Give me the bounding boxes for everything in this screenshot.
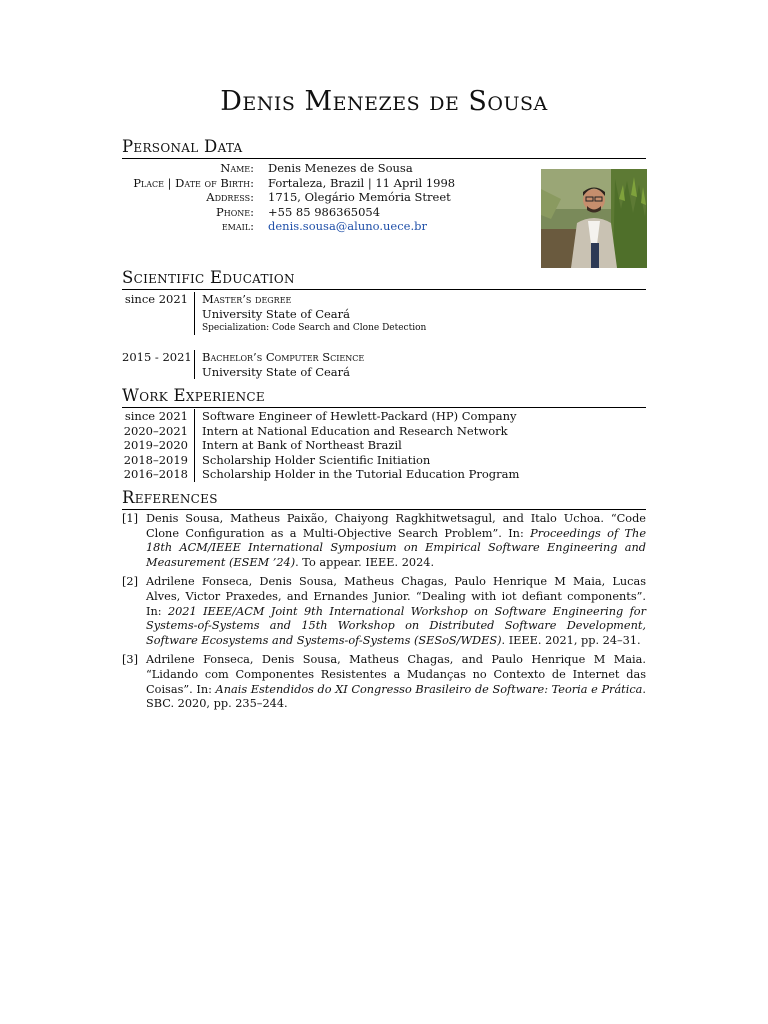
education-item-masters — [122, 292, 426, 335]
personal-data-table — [122, 161, 455, 234]
education-degree: Master’s degree — [202, 292, 292, 306]
education-details — [194, 292, 426, 335]
reference-text — [146, 653, 646, 711]
personal-row-name — [122, 161, 455, 176]
reference-text — [146, 512, 646, 570]
email-label: email: — [221, 219, 254, 234]
personal-row-address — [122, 190, 455, 205]
education-list-2 — [122, 350, 364, 379]
reference-authors-title: Adrilene Fonseca, Denis Sousa, Matheus Chagas, and Paulo Henrique M Maia. “Lidando com Componentes Resistentes a Mudanças no Contexto de Internet das Coisas”. In: — [146, 653, 646, 696]
education-details — [194, 350, 364, 379]
work-description: Intern at National Education and Research Network — [194, 424, 508, 439]
reference-publisher: . SBC. 2020, pp. 235–244. — [146, 682, 646, 711]
work-item — [122, 453, 519, 468]
email-link[interactable]: denis.sousa@aluno.uece.br — [268, 219, 427, 234]
address-value: 1715, Olegário Memória Street — [268, 190, 451, 205]
name-value: Denis Menezes de Sousa — [268, 161, 413, 175]
reference-authors-title: Adrilene Fonseca, Denis Sousa, Matheus Chagas, Paulo Henrique M Maia, Lucas Alves, Victor Praxedes, and Ernandes Junior. “Dealing with iot defiant components”. In: — [146, 575, 646, 618]
education-date: since 2021 — [124, 292, 188, 306]
work-date: 2018–2019 — [123, 452, 188, 467]
references-section — [122, 488, 647, 711]
education-heading: Scientific Education — [122, 268, 646, 290]
reference-item — [122, 653, 646, 711]
work-list — [122, 409, 519, 482]
education-section — [122, 268, 646, 383]
education-institution: University State of Ceará — [202, 364, 351, 379]
reference-item — [122, 575, 646, 648]
personal-row-birth — [122, 176, 455, 191]
profile-photo — [541, 169, 647, 268]
work-description: Scholarship Holder Scientific Initiation — [194, 453, 430, 468]
work-description: Scholarship Holder in the Tutorial Education Program — [194, 467, 519, 482]
work-date: since 2021 — [124, 409, 188, 423]
personal-row-phone — [122, 205, 455, 220]
education-date: 2015 - 2021 — [122, 350, 192, 364]
work-date: 2016–2018 — [123, 467, 188, 482]
cv-name-title: Denis Menezes de Sousa — [220, 86, 548, 117]
work-heading: Work Experience — [122, 386, 646, 408]
reference-publisher: . To appear. IEEE. 2024. — [295, 555, 435, 569]
personal-data-section — [122, 137, 646, 267]
reference-text — [146, 575, 646, 648]
personal-row-email — [122, 219, 455, 234]
education-specialization: Specialization: Code Search and Clone Detection — [202, 323, 427, 334]
birth-value: Fortaleza, Brazil | 11 April 1998 — [268, 175, 456, 190]
reference-venue: 2021 IEEE/ACM Joint 9th International Workshop on Software Engineering for Systems-of-Systems and 15th Workshop on Distributed Software Development, Software Ecosystems and Systems-of-Systems (SESoS/WDES) — [146, 604, 646, 647]
reference-number: [1] — [122, 512, 139, 525]
work-item — [122, 424, 519, 439]
reference-authors-title: Denis Sousa, Matheus Paixão, Chaiyong Ragkhitwetsagul, and Italo Uchoa. “Code Clone Configuration as a Multi-Objective Search Problem”. In: — [146, 512, 646, 540]
work-item — [122, 438, 519, 453]
work-description: Intern at Bank of Northeast Brazil — [194, 438, 402, 453]
personal-data-heading: Personal Data — [122, 137, 646, 159]
name-label: Name: — [220, 161, 254, 175]
phone-label: Phone: — [216, 204, 254, 219]
education-degree: Bachelor’s Computer Science — [202, 350, 365, 364]
birth-label: Place | Date of Birth: — [133, 175, 254, 190]
work-description: Software Engineer of Hewlett-Packard (HP) Company — [194, 409, 516, 424]
address-label: Address: — [206, 190, 254, 205]
reference-number: [2] — [122, 575, 139, 589]
phone-value: +55 85 986365054 — [268, 204, 381, 219]
work-date: 2020–2021 — [123, 423, 188, 438]
education-list — [122, 292, 426, 335]
work-section — [122, 386, 646, 486]
work-item — [122, 409, 519, 424]
education-item-bachelors — [122, 350, 364, 379]
references-list — [122, 512, 646, 717]
references-heading: References — [122, 488, 646, 510]
reference-item — [122, 512, 646, 570]
work-date: 2019–2020 — [123, 438, 188, 453]
education-institution: University State of Ceará — [202, 306, 351, 321]
reference-venue: Proceedings of The 18th ACM/IEEE International Symposium on Empirical Software Engineering and Measurement (ESEM ’24) — [146, 526, 647, 569]
work-item — [122, 467, 519, 482]
reference-number: [3] — [122, 653, 139, 667]
reference-publisher: . IEEE. 2021, pp. 24–31. — [501, 633, 641, 647]
reference-venue: Anais Estendidos do XI Congresso Brasileiro de Software: Teoria e Prática — [215, 682, 643, 696]
